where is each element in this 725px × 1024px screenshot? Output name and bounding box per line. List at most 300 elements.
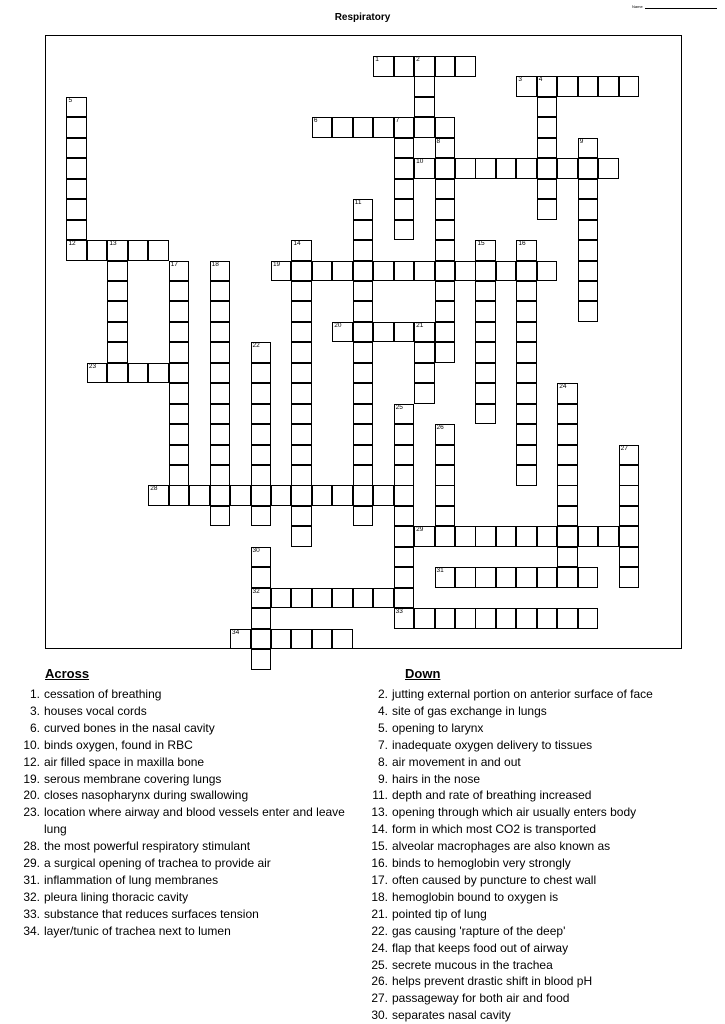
crossword-cell[interactable] [291, 506, 312, 527]
crossword-cell[interactable] [353, 485, 374, 506]
crossword-cell[interactable] [619, 506, 640, 527]
crossword-cell[interactable] [435, 117, 456, 138]
crossword-cell[interactable] [66, 240, 87, 261]
crossword-cell[interactable] [169, 445, 190, 466]
crossword-cell[interactable] [373, 56, 394, 77]
crossword-cell[interactable] [291, 424, 312, 445]
crossword-cell[interactable] [353, 240, 374, 261]
crossword-cell[interactable] [66, 199, 87, 220]
crossword-cell[interactable] [475, 342, 496, 363]
crossword-cell[interactable] [210, 383, 231, 404]
crossword-cell[interactable] [394, 567, 415, 588]
crossword-cell[interactable] [394, 608, 415, 629]
crossword-cell[interactable] [394, 199, 415, 220]
crossword-cell[interactable] [537, 158, 558, 179]
crossword-cell[interactable] [619, 445, 640, 466]
crossword-cell[interactable] [435, 465, 456, 486]
crossword-cell[interactable] [475, 261, 496, 282]
crossword-cell[interactable] [394, 117, 415, 138]
crossword-cell[interactable] [496, 608, 517, 629]
clue-number: 32 [252, 587, 260, 595]
clue-number: 13 [109, 240, 117, 248]
crossword-cell[interactable] [496, 158, 517, 179]
crossword-cell[interactable] [291, 404, 312, 425]
crossword-cell[interactable] [578, 138, 599, 159]
crossword-cell[interactable] [271, 629, 292, 650]
crossword-cell[interactable] [353, 383, 374, 404]
crossword-cell[interactable] [516, 301, 537, 322]
down-clue [362, 838, 717, 855]
crossword-cell[interactable] [251, 567, 272, 588]
crossword-cell[interactable] [557, 424, 578, 445]
crossword-cell[interactable] [578, 76, 599, 97]
crossword-cell[interactable] [210, 363, 231, 384]
crossword-cell[interactable] [107, 342, 128, 363]
crossword-cell[interactable] [516, 281, 537, 302]
crossword-cell[interactable] [394, 138, 415, 159]
across-clue [14, 754, 359, 771]
crossword-cell[interactable] [435, 281, 456, 302]
crossword-cell[interactable] [598, 526, 619, 547]
crossword-cell[interactable] [291, 261, 312, 282]
crossword-cell[interactable] [169, 301, 190, 322]
crossword-cell[interactable] [475, 240, 496, 261]
crossword-cell[interactable] [66, 179, 87, 200]
crossword-cell[interactable] [394, 506, 415, 527]
crossword-cell[interactable] [332, 261, 353, 282]
crossword-cell[interactable] [394, 588, 415, 609]
crossword-cell[interactable] [557, 465, 578, 486]
crossword-cell[interactable] [455, 158, 476, 179]
crossword-cell[interactable] [210, 404, 231, 425]
clue-number: 11 [354, 199, 362, 207]
crossword-cell[interactable] [435, 301, 456, 322]
clue-number: 16 [518, 240, 526, 248]
crossword-cell[interactable] [332, 322, 353, 343]
crossword-cell[interactable] [291, 465, 312, 486]
clue-text: closes nasopharynx during swallowing [44, 788, 249, 803]
crossword-cell[interactable] [537, 261, 558, 282]
crossword-cell[interactable] [353, 322, 374, 343]
crossword-cell[interactable] [210, 424, 231, 445]
crossword-cell[interactable] [210, 281, 231, 302]
crossword-cell[interactable] [169, 383, 190, 404]
crossword-cell[interactable] [373, 485, 394, 506]
crossword-cell[interactable] [394, 485, 415, 506]
crossword-cell[interactable] [107, 281, 128, 302]
crossword-cell[interactable] [291, 363, 312, 384]
crossword-cell[interactable] [578, 158, 599, 179]
clue-number: 30. [371, 1008, 388, 1023]
crossword-cell[interactable] [455, 608, 476, 629]
crossword-cell[interactable] [435, 342, 456, 363]
crossword-cell[interactable] [353, 588, 374, 609]
crossword-cell[interactable] [251, 383, 272, 404]
clue-text: a surgical opening of trachea to provide air [44, 856, 271, 871]
crossword-cell[interactable] [353, 342, 374, 363]
crossword-cell[interactable] [210, 322, 231, 343]
down-clue [362, 821, 717, 838]
crossword-cell[interactable] [578, 526, 599, 547]
crossword-cell[interactable] [291, 301, 312, 322]
crossword-cell[interactable] [516, 76, 537, 97]
crossword-cell[interactable] [516, 445, 537, 466]
crossword-cell[interactable] [394, 158, 415, 179]
crossword-cell[interactable] [435, 56, 456, 77]
crossword-cell[interactable] [312, 588, 333, 609]
crossword-cell[interactable] [210, 261, 231, 282]
crossword-cell[interactable] [435, 506, 456, 527]
crossword-cell[interactable] [475, 383, 496, 404]
down-clue [362, 771, 717, 788]
crossword-cell[interactable] [148, 240, 169, 261]
crossword-cell[interactable] [516, 608, 537, 629]
crossword-cell[interactable] [271, 588, 292, 609]
crossword-cell[interactable] [578, 199, 599, 220]
crossword-cell[interactable] [516, 363, 537, 384]
crossword-cell[interactable] [353, 445, 374, 466]
crossword-cell[interactable] [210, 445, 231, 466]
down-clue [362, 703, 717, 720]
crossword-cell[interactable] [394, 322, 415, 343]
crossword-cell[interactable] [169, 363, 190, 384]
crossword-cell[interactable] [251, 588, 272, 609]
crossword-cell[interactable] [169, 424, 190, 445]
crossword-cell[interactable] [107, 363, 128, 384]
crossword-cell[interactable] [251, 485, 272, 506]
crossword-cell[interactable] [271, 485, 292, 506]
crossword-cell[interactable] [475, 322, 496, 343]
crossword-cell[interactable] [578, 220, 599, 241]
clue-number: 5 [68, 96, 73, 104]
crossword-cell[interactable] [475, 526, 496, 547]
crossword-cell[interactable] [598, 158, 619, 179]
crossword-cell[interactable] [353, 424, 374, 445]
crossword-cell[interactable] [332, 485, 353, 506]
crossword-cell[interactable] [394, 465, 415, 486]
crossword-cell[interactable] [516, 383, 537, 404]
crossword-cell[interactable] [435, 608, 456, 629]
crossword-cell[interactable] [66, 158, 87, 179]
crossword-cell[interactable] [291, 240, 312, 261]
crossword-cell[interactable] [557, 608, 578, 629]
crossword-cell[interactable] [516, 526, 537, 547]
crossword-cell[interactable] [516, 322, 537, 343]
crossword-cell[interactable] [578, 281, 599, 302]
crossword-cell[interactable] [414, 76, 435, 97]
crossword-cell[interactable] [475, 404, 496, 425]
crossword-cell[interactable] [230, 629, 251, 650]
crossword-cell[interactable] [414, 56, 435, 77]
crossword-cell[interactable] [414, 97, 435, 118]
clue-number: 23 [88, 362, 97, 370]
crossword-cell[interactable] [537, 138, 558, 159]
crossword-cell[interactable] [516, 567, 537, 588]
crossword-cell[interactable] [251, 465, 272, 486]
crossword-cell[interactable] [210, 342, 231, 363]
crossword-cell[interactable] [578, 179, 599, 200]
crossword-cell[interactable] [475, 363, 496, 384]
crossword-cell[interactable] [516, 240, 537, 261]
crossword-cell[interactable] [353, 465, 374, 486]
crossword-cell[interactable] [66, 117, 87, 138]
crossword-cell[interactable] [394, 424, 415, 445]
crossword-cell[interactable] [66, 97, 87, 118]
crossword-cell[interactable] [435, 567, 456, 588]
down-clue [362, 804, 717, 821]
clue-number: 34. [23, 923, 40, 938]
crossword-cell[interactable] [210, 506, 231, 527]
crossword-cell[interactable] [169, 342, 190, 363]
clue-number: 27. [371, 991, 388, 1006]
crossword-cell[interactable] [251, 629, 272, 650]
crossword-cell[interactable] [169, 485, 190, 506]
crossword-cell[interactable] [251, 424, 272, 445]
clue-text: jutting external portion on anterior surface of face [392, 687, 653, 701]
clue-text: hemoglobin bound to oxygen is [392, 889, 559, 904]
crossword-cell[interactable] [128, 363, 149, 384]
crossword-cell[interactable] [619, 76, 640, 97]
crossword-cell[interactable] [312, 117, 333, 138]
crossword-cell[interactable] [210, 465, 231, 486]
crossword-cell[interactable] [496, 526, 517, 547]
crossword-cell[interactable] [291, 383, 312, 404]
crossword-cell[interactable] [414, 342, 435, 363]
crossword-cell[interactable] [578, 608, 599, 629]
crossword-cell[interactable] [107, 301, 128, 322]
crossword-cell[interactable] [353, 404, 374, 425]
clue-number: 14. [371, 822, 388, 837]
clue-number: 17 [170, 260, 178, 268]
clue-number: 21 [416, 321, 424, 329]
crossword-cell[interactable] [455, 567, 476, 588]
across-clue [14, 889, 359, 906]
crossword-cell[interactable] [455, 56, 476, 77]
crossword-cell[interactable] [353, 199, 374, 220]
crossword-cell[interactable] [435, 240, 456, 261]
crossword-cell[interactable] [353, 301, 374, 322]
crossword-cell[interactable] [169, 281, 190, 302]
crossword-cell[interactable] [516, 465, 537, 486]
clue-number: 20 [334, 321, 342, 329]
crossword-cell[interactable] [394, 220, 415, 241]
crossword-cell[interactable] [169, 404, 190, 425]
crossword-cell[interactable] [414, 322, 435, 343]
crossword-cell[interactable] [251, 445, 272, 466]
crossword-cell[interactable] [373, 261, 394, 282]
crossword-cell[interactable] [291, 485, 312, 506]
crossword-cell[interactable] [189, 485, 210, 506]
crossword-cell[interactable] [557, 404, 578, 425]
clue-number: 34 [232, 628, 240, 636]
crossword-cell[interactable] [435, 220, 456, 241]
crossword-cell[interactable] [107, 261, 128, 282]
crossword-cell[interactable] [578, 301, 599, 322]
crossword-cell[interactable] [537, 76, 558, 97]
crossword-cell[interactable] [516, 261, 537, 282]
crossword-cell[interactable] [107, 322, 128, 343]
crossword-cell[interactable] [435, 322, 456, 343]
crossword-cell[interactable] [291, 281, 312, 302]
crossword-cell[interactable] [619, 547, 640, 568]
crossword-cell[interactable] [578, 240, 599, 261]
crossword-cell[interactable] [537, 97, 558, 118]
crossword-cell[interactable] [516, 404, 537, 425]
crossword-cell[interactable] [619, 526, 640, 547]
crossword-cell[interactable] [353, 506, 374, 527]
crossword-cell[interactable] [373, 117, 394, 138]
crossword-cell[interactable] [332, 629, 353, 650]
crossword-cell[interactable] [578, 567, 599, 588]
crossword-cell[interactable] [230, 485, 251, 506]
crossword-cell[interactable] [291, 445, 312, 466]
crossword-cell[interactable] [291, 342, 312, 363]
crossword-cell[interactable] [516, 424, 537, 445]
crossword-cell[interactable] [557, 506, 578, 527]
crossword-cell[interactable] [394, 179, 415, 200]
clue-number: 7. [377, 737, 388, 752]
crossword-cell[interactable] [148, 363, 169, 384]
crossword-cell[interactable] [332, 588, 353, 609]
crossword-cell[interactable] [312, 629, 333, 650]
crossword-cell[interactable] [394, 526, 415, 547]
crossword-cell[interactable] [251, 342, 272, 363]
crossword-cell[interactable] [414, 526, 435, 547]
crossword-cell[interactable] [353, 261, 374, 282]
crossword-cell[interactable] [496, 567, 517, 588]
crossword-cell[interactable] [353, 363, 374, 384]
crossword-cell[interactable] [619, 485, 640, 506]
crossword-cell[interactable] [251, 608, 272, 629]
crossword-cell[interactable] [291, 322, 312, 343]
crossword-cell[interactable] [312, 485, 333, 506]
crossword-cell[interactable] [353, 117, 374, 138]
crossword-cell[interactable] [87, 363, 108, 384]
crossword-cell[interactable] [455, 526, 476, 547]
crossword-cell[interactable] [169, 465, 190, 486]
crossword-cell[interactable] [435, 485, 456, 506]
down-clue [362, 923, 717, 940]
crossword-cell[interactable] [557, 76, 578, 97]
clue-number: 6. [29, 720, 40, 735]
crossword-cell[interactable] [414, 383, 435, 404]
clue-number: 27 [620, 444, 628, 452]
crossword-cell[interactable] [353, 220, 374, 241]
crossword-cell[interactable] [557, 158, 578, 179]
crossword-cell[interactable] [537, 567, 558, 588]
crossword-cell[interactable] [619, 465, 640, 486]
crossword-cell[interactable] [557, 547, 578, 568]
clue-text: air movement in and out [392, 754, 521, 769]
crossword-cell[interactable] [557, 567, 578, 588]
crossword-cell[interactable] [394, 404, 415, 425]
crossword-cell[interactable] [291, 588, 312, 609]
crossword-cell[interactable] [435, 179, 456, 200]
crossword-cell[interactable] [66, 138, 87, 159]
crossword-cell[interactable] [557, 445, 578, 466]
clue-number: 10 [416, 158, 424, 166]
crossword-cell[interactable] [435, 138, 456, 159]
crossword-cell[interactable] [66, 220, 87, 241]
crossword-cell[interactable] [435, 445, 456, 466]
crossword-cell[interactable] [435, 424, 456, 445]
crossword-cell[interactable] [475, 567, 496, 588]
crossword-cell[interactable] [414, 608, 435, 629]
crossword-cell[interactable] [414, 261, 435, 282]
crossword-cell[interactable] [251, 547, 272, 568]
crossword-cell[interactable] [291, 526, 312, 547]
crossword-cell[interactable] [373, 322, 394, 343]
crossword-cell[interactable] [251, 363, 272, 384]
crossword-cell[interactable] [496, 261, 517, 282]
crossword-cell[interactable] [107, 240, 128, 261]
crossword-cell[interactable] [516, 158, 537, 179]
clue-number: 14 [293, 240, 301, 248]
crossword-cell[interactable] [455, 261, 476, 282]
crossword-cell[interactable] [210, 301, 231, 322]
crossword-cell[interactable] [414, 158, 435, 179]
clue-number: 5. [377, 720, 388, 735]
crossword-cell[interactable] [128, 240, 149, 261]
crossword-cell[interactable] [537, 199, 558, 220]
crossword-cell[interactable] [394, 547, 415, 568]
crossword-cell[interactable] [475, 608, 496, 629]
crossword-cell[interactable] [537, 179, 558, 200]
crossword-cell[interactable] [394, 56, 415, 77]
crossword-cell[interactable] [169, 261, 190, 282]
crossword-cell[interactable] [537, 608, 558, 629]
crossword-cell[interactable] [394, 261, 415, 282]
crossword-cell[interactable] [557, 383, 578, 404]
crossword-cell[interactable] [373, 588, 394, 609]
crossword-cell[interactable] [435, 261, 456, 282]
crossword-cell[interactable] [251, 649, 272, 670]
crossword-cell[interactable] [435, 158, 456, 179]
crossword-cell[interactable] [353, 281, 374, 302]
crossword-cell[interactable] [435, 199, 456, 220]
crossword-cell[interactable] [87, 240, 108, 261]
crossword-cell[interactable] [332, 117, 353, 138]
crossword-cell[interactable] [251, 404, 272, 425]
crossword-cell[interactable] [414, 363, 435, 384]
crossword-cell[interactable] [414, 117, 435, 138]
crossword-cell[interactable] [475, 281, 496, 302]
clue-text: site of gas exchange in lungs [392, 703, 547, 718]
crossword-cell[interactable] [557, 485, 578, 506]
crossword-cell[interactable] [598, 76, 619, 97]
clue-text: inadequate oxygen delivery to tissues [392, 737, 593, 752]
crossword-cell[interactable] [291, 629, 312, 650]
crossword-cell[interactable] [169, 322, 190, 343]
crossword-cell[interactable] [435, 526, 456, 547]
crossword-cell[interactable] [619, 567, 640, 588]
crossword-cell[interactable] [312, 261, 333, 282]
crossword-cell[interactable] [394, 445, 415, 466]
crossword-cell[interactable] [251, 506, 272, 527]
clue-text: passageway for both air and food [392, 991, 570, 1006]
crossword-cell[interactable] [475, 301, 496, 322]
crossword-cell[interactable] [578, 261, 599, 282]
crossword-cell[interactable] [557, 526, 578, 547]
crossword-cell[interactable] [537, 526, 558, 547]
crossword-cell[interactable] [475, 158, 496, 179]
crossword-cell[interactable] [516, 342, 537, 363]
down-clue [362, 686, 717, 703]
crossword-cell[interactable] [537, 117, 558, 138]
crossword-cell[interactable] [148, 485, 169, 506]
crossword-cell[interactable] [210, 485, 231, 506]
crossword-cell[interactable] [271, 261, 292, 282]
